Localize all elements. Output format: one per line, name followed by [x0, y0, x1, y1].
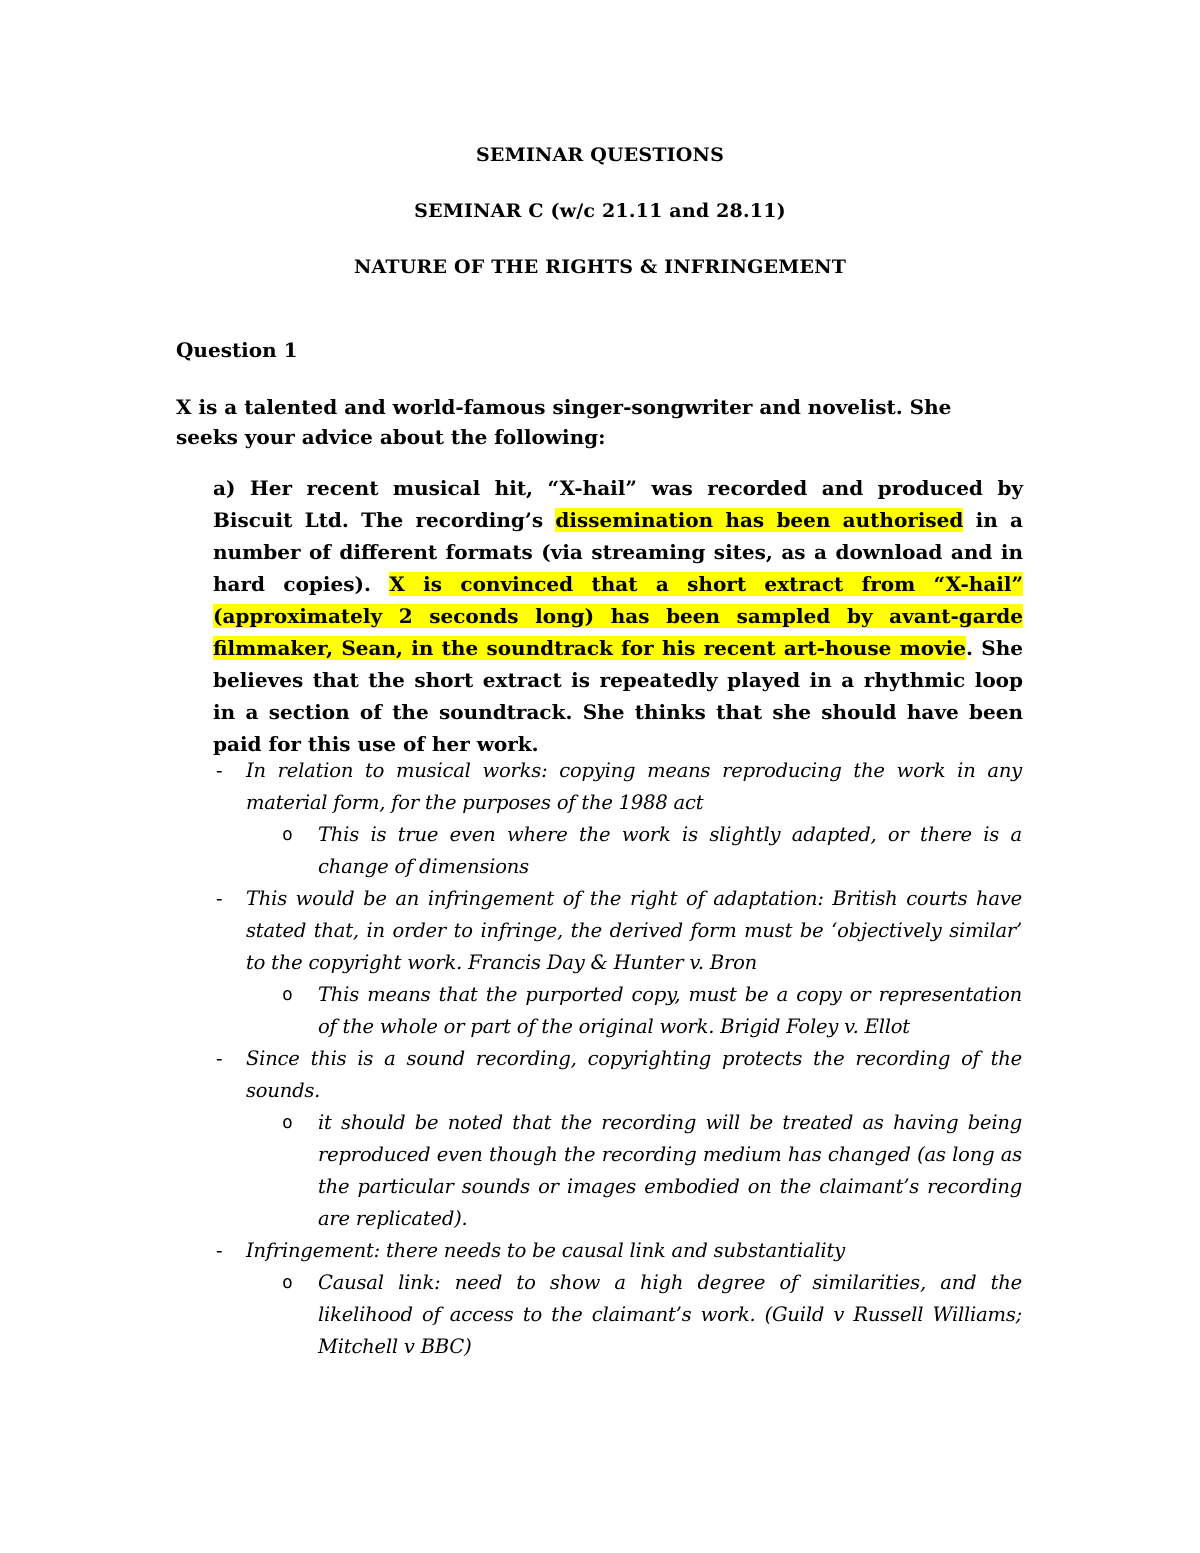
note-item: [216, 1043, 1022, 1107]
question-heading: Question 1: [176, 338, 298, 362]
question-part-a: [213, 472, 1023, 760]
bullet-marker: o: [282, 1112, 293, 1133]
sub-note-text: Causal link: need to show a high degree of similarities, and the likelihood of access to the claimant’s work. (Guild v Russell Williams; Mitchell v BBC): [318, 1271, 1022, 1358]
part-a-text-1: a) Her recent musical hit, “X-hail” was recorded and produced by Biscuit Ltd. The recording’s: [213, 476, 1023, 532]
sub-note-item: [282, 1267, 1022, 1363]
sub-note-item: [282, 979, 1022, 1043]
document-title: SEMINAR QUESTIONS: [475, 144, 725, 166]
question-intro: X is a talented and world-famous singer-songwriter and novelist. She seeks your advice about the following:: [176, 395, 952, 449]
dash-marker: -: [216, 887, 223, 910]
note-text: This would be an infringement of the right of adaptation: British courts have stated that, in order to infringe, the derived form must be ‘objectively similar’ to the copyright work. Francis Day & Hunter v. Bron: [246, 887, 1022, 974]
note-item: [216, 883, 1022, 979]
note-item: [216, 755, 1022, 819]
part-a-text-3: . She believes that the short extract is repeatedly played in a rhythmic loop in a section of the soundtrack. She thinks that she should have been paid for this use of her work.: [213, 636, 1023, 756]
note-text: In relation to musical works: copying means reproducing the work in any material form, for the purposes of the 1988 act: [246, 759, 1022, 814]
note-text: Infringement: there needs to be causal link and substantiality: [246, 1239, 845, 1262]
highlight-sampling: X is convinced that a short extract from “X-hail” (approximately 2 seconds long) has been sampled by avant-garde filmmaker, Sean, in the soundtrack for his recent art-house movie: [213, 572, 1023, 660]
sub-note-text: This means that the purported copy, must be a copy or representation of the whole or part of the original work. Brigid Foley v. Ellot: [318, 983, 1022, 1038]
highlight-dissemination: dissemination has been authorised: [555, 508, 964, 532]
dash-marker: -: [216, 1047, 223, 1070]
part-a-text-2: in a number of different formats (via streaming sites, as a download and in hard copies).: [213, 508, 1023, 596]
dash-marker: -: [216, 759, 223, 782]
answer-notes: [0, 755, 1200, 1363]
sub-note-item: [282, 819, 1022, 883]
bullet-marker: o: [282, 1272, 293, 1293]
sub-note-text: This is true even where the work is slightly adapted, or there is a change of dimensions: [318, 823, 1022, 878]
bullet-marker: o: [282, 824, 293, 845]
sub-note-item: [282, 1107, 1022, 1235]
note-item: [216, 1235, 1022, 1267]
note-text: Since this is a sound recording, copyrighting protects the recording of the sounds.: [246, 1047, 1022, 1102]
seminar-subtitle: SEMINAR C (w/c 21.11 and 28.11): [414, 200, 786, 222]
sub-note-text: it should be noted that the recording will be treated as having being reproduced even though the recording medium has changed (as long as the particular sounds or images embodied on the claimant’s recording are replicated).: [318, 1111, 1022, 1230]
bullet-marker: o: [282, 984, 293, 1005]
topic-heading: NATURE OF THE RIGHTS & INFRINGEMENT: [353, 256, 847, 278]
dash-marker: -: [216, 1239, 223, 1262]
